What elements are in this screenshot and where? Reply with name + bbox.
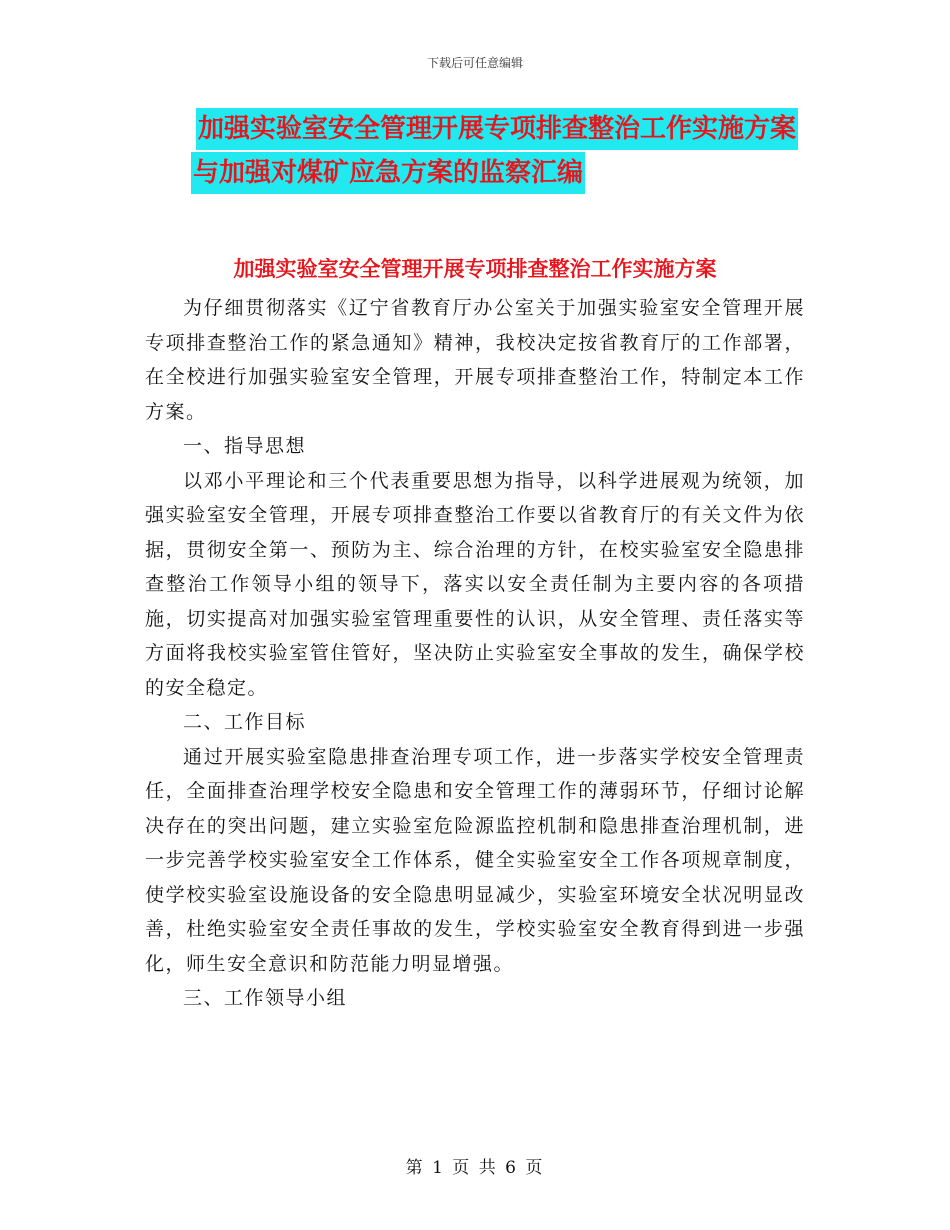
section-title: 加强实验室安全管理开展专项排查整治工作实施方案 bbox=[233, 257, 717, 281]
document-title-text-1: 加强实验室安全管理开展专项排查整治工作实施方案 bbox=[196, 108, 798, 150]
document-title-line-2 bbox=[0, 160, 950, 186]
heading-work-goals: 二、工作目标 bbox=[183, 711, 307, 733]
paragraph-guiding-ideology: 以邓小平理论和三个代表重要思想为指导，以科学进展观为统领，加强实验室安全管理，开展专项排查整治工作要以省教育厅的有关文件为依据，贯彻安全第一、预防为主、综合治理的方针，在校实验室安全隐患排查整治工作领导小组的领导下，落实以安全责任制为主要内容的各项措施，切实提高对加强实验室管理重要性的认识，从安全管理、责任落实等方面将我校实验室管住管好，坚决防止实验室安全事故的发生，确保学校的安全稳定。 bbox=[145, 469, 805, 699]
paragraph-work-goals: 通过开展实验室隐患排查治理专项工作，进一步落实学校安全管理责任，全面排查治理学校安全隐患和安全管理工作的薄弱环节，仔细讨论解决存在的突出问题，建立实验室危险源监控机制和隐患排查治理机制，进一步完善学校实验室安全工作体系，健全实验室安全工作各项规章制度，使学校实验室设施设备的安全隐患明显减少，实验室环境安全状况明显改善，杜绝实验室安全责任事故的发生，学校实验室安全教育得到进一步强化，师生安全意识和防范能力明显增强。 bbox=[145, 745, 805, 975]
paragraph-intro: 为仔细贯彻落实《辽宁省教育厅办公室关于加强实验室安全管理开展专项排查整治工作的紧急通知》精神，我校决定按省教育厅的工作部署，在全校进行加强实验室安全管理，开展专项排查整治工作，特制定本工作方案。 bbox=[145, 297, 805, 423]
page-number: 第 1 页 共 6 页 bbox=[405, 1158, 545, 1178]
document-title-text-2: 与加强对煤矿应急方案的监察汇编 bbox=[191, 152, 585, 194]
document-body bbox=[145, 291, 805, 1016]
heading-leadership-group: 三、工作领导小组 bbox=[183, 987, 348, 1009]
document-title-line-1 bbox=[0, 116, 950, 142]
page-header-note: 下载后可任意编辑 bbox=[426, 56, 523, 70]
heading-guiding-ideology: 一、指导思想 bbox=[183, 435, 307, 457]
